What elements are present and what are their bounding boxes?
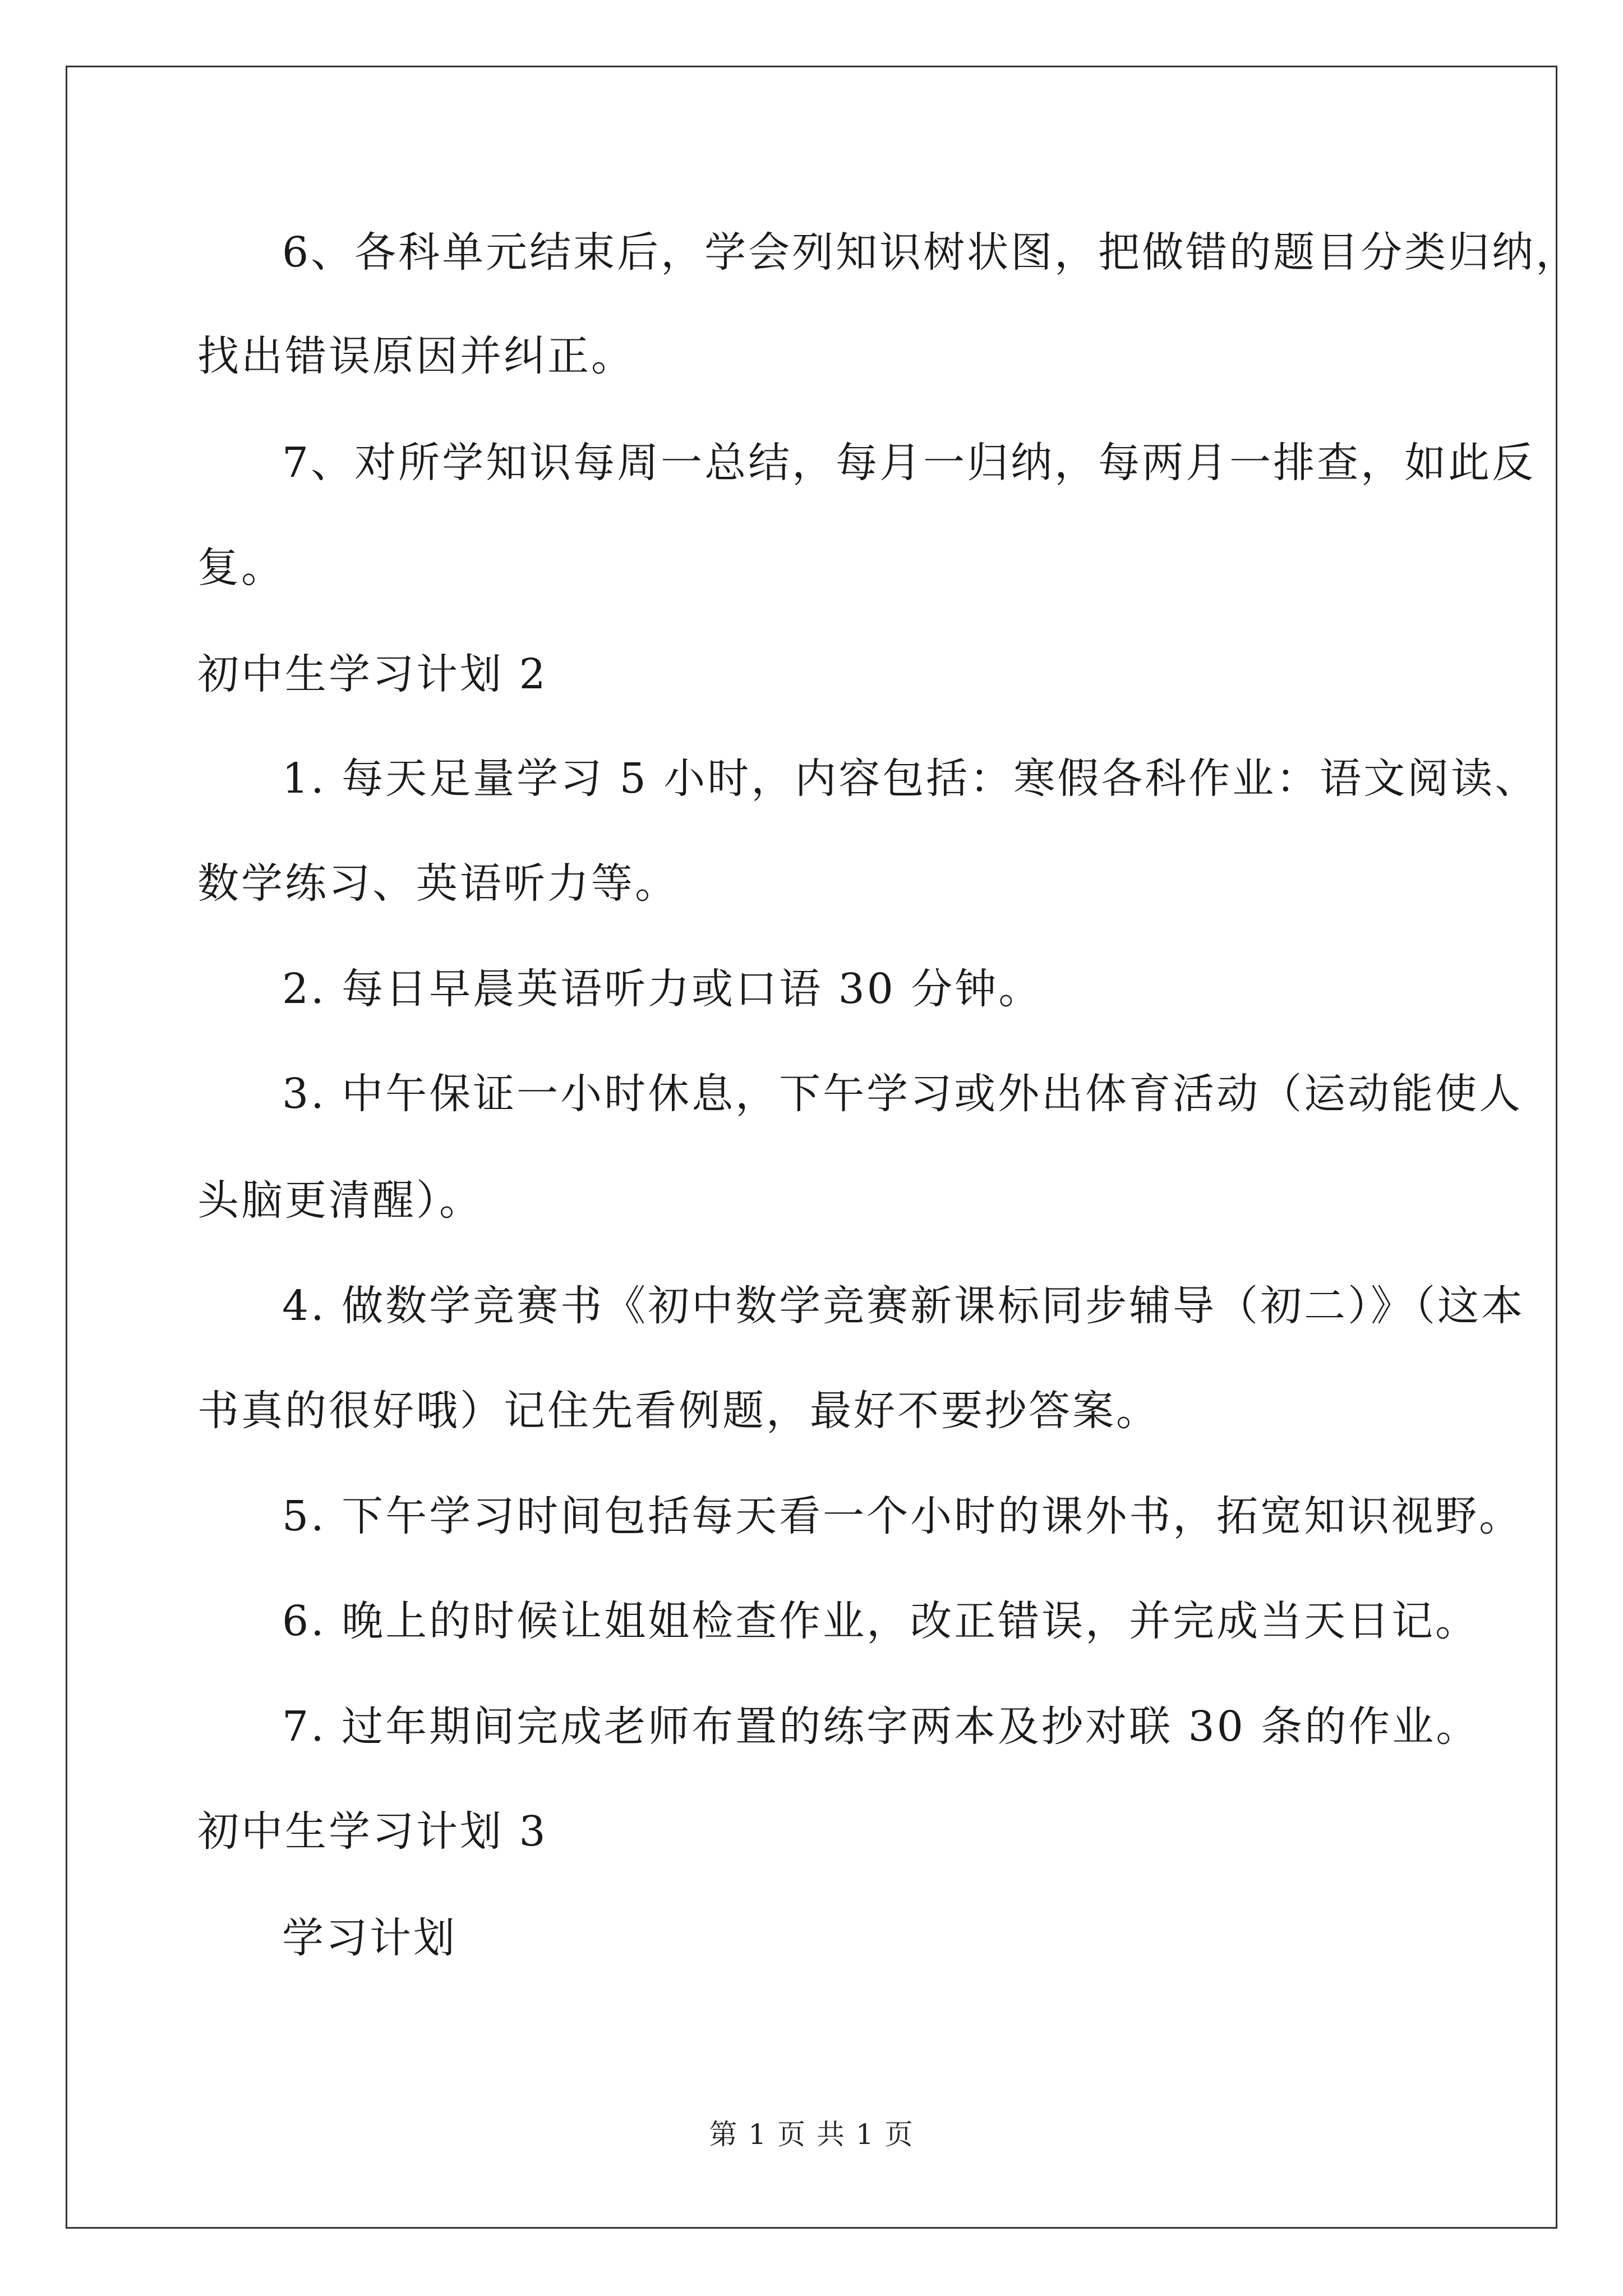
page-border [66,66,1557,2229]
paragraph-line: 复。 [197,544,285,592]
paragraph-line: 2. 每日早晨英语听力或口语 30 分钟。 [282,965,1043,1013]
paragraph-line: 3. 中午保证一小时休息，下午学习或外出体育活动（运动能使人 [282,1070,1523,1118]
paragraph-line: 头脑更清醒）。 [197,1176,483,1225]
subheading: 学习计划 [282,1914,457,1962]
paragraph-line: 7. 过年期间完成老师布置的练字两本及抄对联 30 条的作业。 [282,1703,1480,1751]
paragraph-line: 6. 晚上的时候让姐姐检查作业，改正错误，并完成当天日记。 [282,1597,1479,1645]
section-heading: 初中生学习计划 3 [197,1807,548,1856]
paragraph-line: 1. 每天足量学习 5 小时，内容包括：寒假各科作业：语文阅读、 [282,754,1539,803]
paragraph-line: 书真的很好哦）记住先看例题，最好不要抄答案。 [197,1387,1160,1435]
paragraph-line: 找出错误原因并纠正。 [197,332,635,380]
paragraph-line: 7、对所学知识每周一总结，每月一归纳，每两月一排查，如此反 [282,439,1536,487]
paragraph-line: 数学练习、英语听力等。 [197,859,679,908]
paragraph-line: 5. 下午学习时间包括每天看一个小时的课外书，拓宽知识视野。 [282,1492,1523,1540]
page-footer: 第 1 页 共 1 页 [709,2118,914,2151]
paragraph-line: 4. 做数学竞赛书《初中数学竞赛新课标同步辅导（初二）》（这本 [282,1282,1525,1330]
section-heading: 初中生学习计划 2 [197,650,548,698]
paragraph-line: 6、各科单元结束后，学会列知识树状图，把做错的题目分类归纳， [282,228,1580,277]
